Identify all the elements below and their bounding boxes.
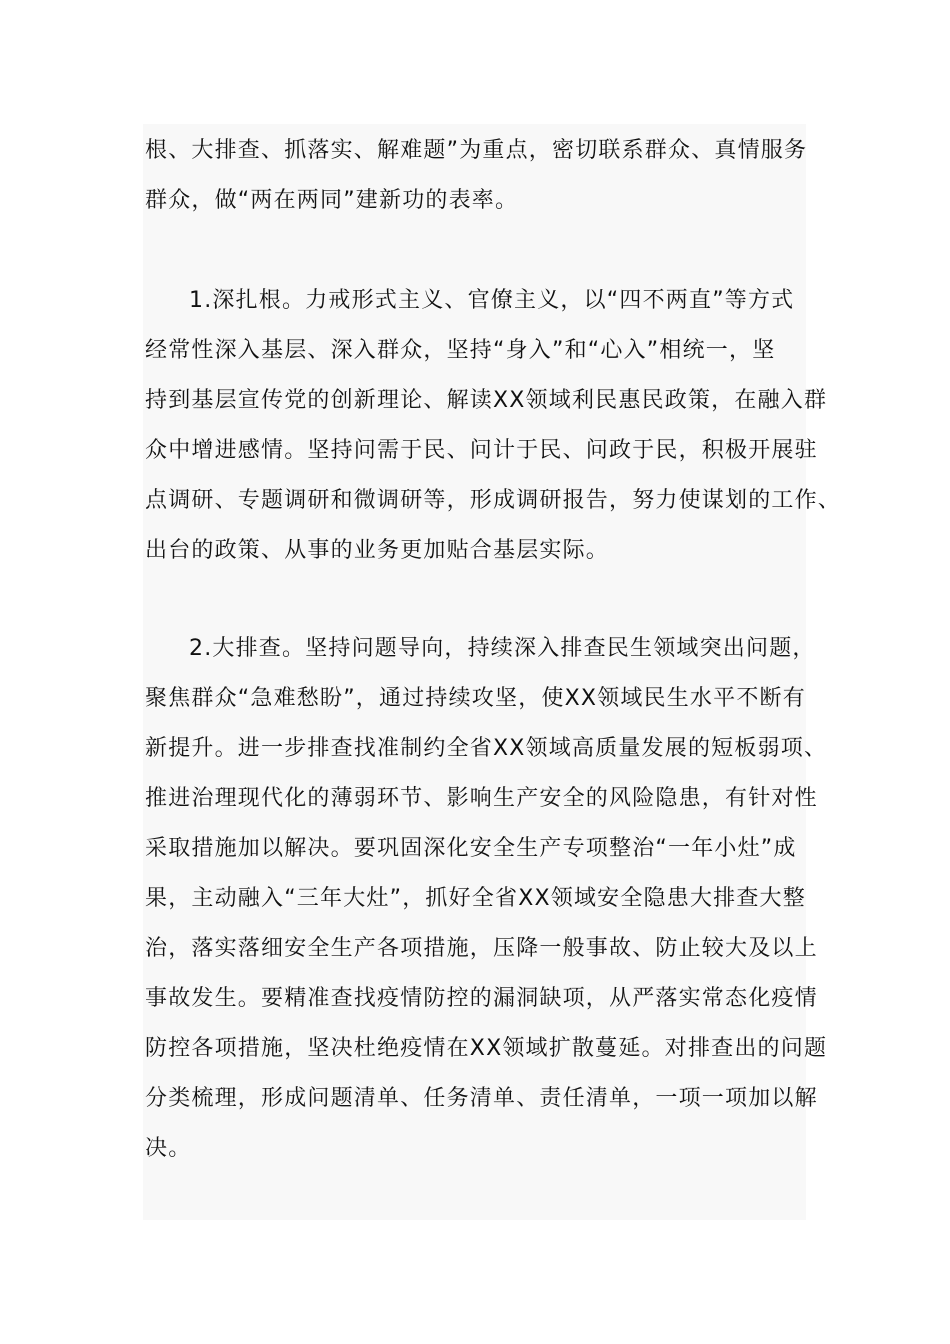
paragraph-2-line-8: 事故发生。要精准查找疫情防控的漏洞缺项，从严落实常态化疫情 (145, 986, 818, 1011)
paragraph-2-line-9: 防控各项措施，坚决杜绝疫情在XX领域扩散蔓延。对排查出的问题 (145, 1036, 828, 1061)
paragraph-2-line-3: 新提升。进一步排查找准制约全省XX领域高质量发展的短板弱项、 (145, 736, 828, 761)
paragraph-1-line-6: 出台的政策、从事的业务更加贴合基层实际。 (145, 538, 610, 563)
paragraph-1-line-2: 经常性深入基层、深入群众，坚持“身入”和“心入”相统一，坚 (145, 338, 776, 363)
paragraph-1-line-3: 持到基层宣传党的创新理论、解读XX领域利民惠民政策，在融入群 (145, 388, 828, 413)
paragraph-2-line-11: 决。 (145, 1136, 192, 1161)
paragraph-2-line-4: 推进治理现代化的薄弱环节、影响生产安全的风险隐患，有针对性 (145, 786, 818, 811)
paragraph-2-line-1: 2.大排查。坚持问题导向，持续深入排查民生领域突出问题， (189, 636, 816, 661)
paragraph-1-line-5: 点调研、专题调研和微调研等，形成调研报告，努力使谋划的工作、 (145, 488, 842, 513)
paragraph-1-line-4: 众中增进感情。坚持问需于民、问计于民、问政于民，积极开展驻 (145, 438, 818, 463)
paragraph-2-line-2: 聚焦群众“急难愁盼”，通过持续攻坚，使XX领域民生水平不断有 (145, 686, 806, 711)
paragraph-2-line-10: 分类梳理，形成问题清单、任务清单、责任清单，一项一项加以解 (145, 1086, 818, 1111)
paragraph-1-line-1: 1.深扎根。力戒形式主义、官僚主义，以“四不两直”等方式 (189, 288, 795, 313)
paragraph-intro-line-2: 群众，做“两在两同”建新功的表率。 (145, 188, 519, 213)
paragraph-2-line-5: 采取措施加以解决。要巩固深化安全生产专项整治“一年小灶”成 (145, 836, 797, 861)
paragraph-2-line-6: 果，主动融入“三年大灶”，抓好全省XX领域安全隐患大排查大整 (145, 886, 806, 911)
paragraph-2-line-7: 治，落实落细安全生产各项措施，压降一般事故、防止较大及以上 (145, 936, 818, 961)
paragraph-intro-line-1: 根、大排查、抓落实、解难题”为重点，密切联系群众、真情服务 (145, 138, 808, 163)
